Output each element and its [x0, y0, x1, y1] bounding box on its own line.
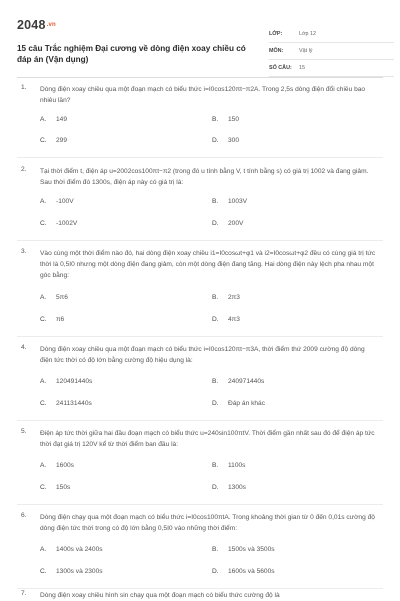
option-text: 1100s	[228, 462, 246, 469]
meta-value: Lớp 12	[299, 31, 317, 37]
option-text: 2π3	[228, 294, 240, 301]
question-divider	[17, 157, 383, 158]
option-text: 200V	[228, 220, 244, 227]
meta-class-row	[269, 26, 394, 43]
option-key: B.	[212, 462, 219, 469]
meta-value: 15	[299, 65, 305, 71]
option-key: D.	[212, 316, 219, 323]
option-text: 241131440s	[56, 400, 92, 407]
option-key: C.	[40, 568, 47, 575]
option-text: 1600s	[56, 462, 74, 469]
header-divider	[17, 77, 383, 78]
option-text: 150s	[56, 484, 71, 491]
option-d[interactable]	[212, 316, 240, 323]
option-d[interactable]	[212, 220, 243, 227]
option-a[interactable]	[40, 546, 103, 553]
option-text: π6	[56, 316, 65, 323]
meta-count-row	[269, 60, 394, 77]
option-b[interactable]	[212, 198, 247, 205]
option-key: A.	[40, 294, 47, 301]
option-text: 120491440s	[56, 378, 93, 385]
option-text: 1300s và 2300s	[56, 568, 103, 575]
document-title: 15 câu Trắc nghiệm Đại cương về dòng điện xoay chiều có đáp án (Vận dụng)	[17, 44, 246, 64]
option-text: 1003V	[228, 198, 248, 205]
option-text: 1300s	[228, 484, 246, 491]
option-key: D.	[212, 220, 219, 227]
option-text: 1400s và 2400s	[56, 546, 103, 553]
option-key: A.	[40, 546, 47, 553]
question-text: Dòng điện chạy qua một đoạn mạch có biểu thức i=I0cos100πtA. Trong khoảng thời gian từ 0 đến 0,01s cường độ dòng điện tức thời trong có độ lớn bằng 0,5I0 vào những thời điểm:	[40, 514, 375, 532]
option-text: 1500s và 3500s	[228, 546, 275, 553]
option-text: 300	[228, 137, 240, 144]
option-key: A.	[40, 378, 47, 385]
option-c[interactable]	[40, 568, 103, 575]
logo-text: 2048	[17, 18, 46, 32]
option-text: 5π6	[56, 294, 68, 301]
option-key: B.	[212, 116, 219, 123]
option-key: D.	[212, 137, 219, 144]
option-key: D.	[212, 400, 219, 407]
question-divider	[17, 336, 383, 337]
option-key: C.	[40, 484, 47, 491]
option-d[interactable]	[212, 400, 265, 407]
question-text: Vào cùng một thời điểm nào đó, hai dòng điện xoay chiều i1=I0cosωt+φ1 và i2=I0cosωt+φ2 đều có cùng giá trị tức thời là 0,5I0 nhưng một dòng điện đang giảm, còn một dòng điện đang tăng. Hai dòng điện này lệch pha nhau một góc bằng:	[40, 250, 376, 279]
option-text: -1002V	[56, 220, 78, 227]
question-text: Điện áp tức thời giữa hai đầu đoạn mạch có biểu thức u=240sin100πtV. Thời điểm gần nhất sau đó để điện áp tức thời đạt giá trị 120V kể từ thời điểm ban đầu là:	[40, 430, 375, 448]
question-divider	[17, 588, 383, 589]
option-key: C.	[40, 400, 47, 407]
option-text: 240971440s	[228, 378, 265, 385]
question-number: 5.	[21, 428, 27, 435]
question-divider	[17, 240, 383, 241]
question-text: Dòng điện xoay chiều hình sin chạy qua một đoạn mạch có biểu thức cường độ là	[40, 592, 280, 599]
option-b[interactable]	[212, 116, 239, 123]
document-meta	[269, 26, 394, 77]
option-b[interactable]	[212, 462, 245, 469]
meta-label: SỐ CÂU:	[269, 65, 292, 71]
option-a[interactable]	[40, 462, 74, 469]
option-c[interactable]	[40, 316, 64, 323]
option-key: C.	[40, 316, 47, 323]
question-number: 3.	[21, 248, 27, 255]
option-c[interactable]	[40, 220, 77, 227]
option-text: 150	[228, 116, 240, 123]
option-a[interactable]	[40, 378, 92, 385]
option-text: 4π3	[228, 316, 240, 323]
option-a[interactable]	[40, 198, 74, 205]
option-c[interactable]	[40, 137, 67, 144]
meta-subject-row	[269, 43, 394, 60]
option-d[interactable]	[212, 568, 275, 575]
option-a[interactable]	[40, 116, 67, 123]
option-key: A.	[40, 116, 47, 123]
option-text: 149	[56, 116, 68, 123]
option-key: D.	[212, 568, 219, 575]
option-text: 1600s và 5600s	[228, 568, 275, 575]
question-number: 1.	[21, 84, 27, 91]
option-key: D.	[212, 484, 219, 491]
question-text: Dòng điện xoay chiều qua một đoạn mạch có biểu thức i=I0cos120πt−π2A. Trong 2,5s dòng điện đổi chiều bao nhiêu lần?	[40, 86, 366, 104]
option-b[interactable]	[212, 546, 275, 553]
option-key: A.	[40, 198, 47, 205]
option-text: Đáp án khác	[228, 400, 266, 407]
question-divider	[17, 420, 383, 421]
option-key: C.	[40, 137, 47, 144]
option-b[interactable]	[212, 294, 240, 301]
question-text: Tại thời điểm t, điện áp u=2002cos100πt−π2 (trong đó u tính bằng V, t tính bằng s) có giá trị 1002 và đang giảm. Sau thời điểm đó 1300s, điện áp này có giá trị là:	[40, 168, 369, 186]
option-key: B.	[212, 546, 219, 553]
option-key: C.	[40, 220, 47, 227]
question-number: 7.	[21, 590, 27, 597]
document-header	[17, 12, 387, 72]
logo-suffix: .vn	[46, 22, 56, 28]
option-text: -100V	[56, 198, 74, 205]
option-d[interactable]	[212, 484, 246, 491]
option-key: B.	[212, 198, 219, 205]
meta-label: MÔN:	[269, 48, 284, 54]
option-key: A.	[40, 462, 47, 469]
option-key: B.	[212, 294, 219, 301]
question-text: Dòng điện xoay chiều qua một đoạn mạch có biểu thức i=I0cos120πt−π3A, thời điểm thứ 2009 cường độ dòng điện tức thời có độ lớn bằng cường độ hiệu dụng là:	[40, 346, 365, 364]
question-number: 4.	[21, 344, 27, 351]
option-c[interactable]	[40, 484, 70, 491]
option-d[interactable]	[212, 137, 239, 144]
site-logo[interactable]	[17, 18, 56, 32]
option-b[interactable]	[212, 378, 264, 385]
question-divider	[17, 504, 383, 505]
question-number: 6.	[21, 512, 27, 519]
meta-label: LỚP:	[269, 31, 283, 37]
option-a[interactable]	[40, 294, 68, 301]
option-text: 299	[56, 137, 68, 144]
option-key: B.	[212, 378, 219, 385]
option-c[interactable]	[40, 400, 92, 407]
question-number: 2.	[21, 166, 27, 173]
meta-value: Vật lý	[299, 48, 313, 54]
